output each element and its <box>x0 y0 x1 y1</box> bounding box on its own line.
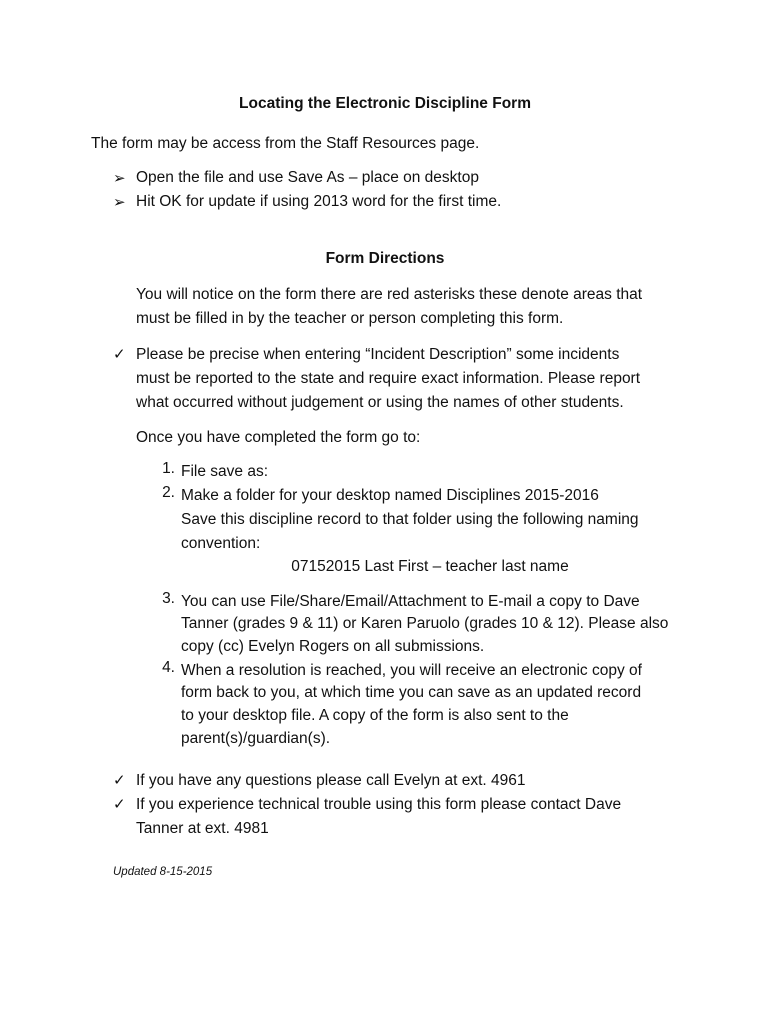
intro-text: The form may be access from the Staff Resources page. <box>91 135 480 152</box>
access-step-1: Open the file and use Save As – place on desktop <box>136 169 479 186</box>
once-completed-text: Once you have completed the form go to: <box>136 429 421 446</box>
document-title: Locating the Electronic Discipline Form <box>239 95 531 112</box>
step-1-text: File save as: <box>181 463 269 480</box>
section-title: Form Directions <box>325 250 445 267</box>
precise-line-2: must be reported to the state and require exact information. Please report <box>136 370 641 387</box>
step-number: 1. <box>162 460 175 477</box>
step-2-line-3: convention: <box>181 535 261 552</box>
precise-line-3: what occurred without judgement or using the names of other students. <box>136 394 624 411</box>
step-4-line-4: parent(s)/guardian(s). <box>181 730 331 747</box>
step-2-line-1: Make a folder for your desktop named Disciplines 2015-2016 <box>181 487 599 504</box>
step-number: 4. <box>162 659 175 676</box>
step-number: 2. <box>162 484 175 501</box>
precise-line-1: Please be precise when entering “Incident Description” some incidents <box>136 346 620 363</box>
arrowhead-bullet-icon: ➢ <box>113 194 126 211</box>
step-4-line-2: form back to you, at which time you can save as an updated record <box>181 684 642 701</box>
updated-date: Updated 8-15-2015 <box>113 866 213 878</box>
step-number: 3. <box>162 590 175 607</box>
checkmark-bullet-icon: ✓ <box>113 796 126 813</box>
arrowhead-bullet-icon: ➢ <box>113 170 126 187</box>
notice-line-2: must be filled in by the teacher or person completing this form. <box>136 310 564 327</box>
checkmark-bullet-icon: ✓ <box>113 772 126 789</box>
naming-convention-example: 07152015 Last First – teacher last name <box>291 558 569 575</box>
step-3-line-1: You can use File/Share/Email/Attachment to E-mail a copy to Dave <box>181 593 640 610</box>
step-3-line-3: copy (cc) Evelyn Rogers on all submissions. <box>181 638 485 655</box>
notice-line-1: You will notice on the form there are red asterisks these denote areas that <box>136 286 643 303</box>
questions-text: If you have any questions please call Evelyn at ext. 4961 <box>136 772 526 789</box>
step-2-line-2: Save this discipline record to that folder using the following naming <box>181 511 639 528</box>
checkmark-bullet-icon: ✓ <box>113 346 126 363</box>
tech-line-2: Tanner at ext. 4981 <box>136 820 269 837</box>
access-step-2: Hit OK for update if using 2013 word for the first time. <box>136 193 502 210</box>
step-3-line-2: Tanner (grades 9 & 11) or Karen Paruolo (grades 10 & 12). Please also <box>181 615 669 632</box>
step-4-line-3: to your desktop file. A copy of the form is also sent to the <box>181 707 569 724</box>
tech-line-1: If you experience technical trouble using this form please contact Dave <box>136 796 622 813</box>
step-4-line-1: When a resolution is reached, you will receive an electronic copy of <box>181 662 642 679</box>
